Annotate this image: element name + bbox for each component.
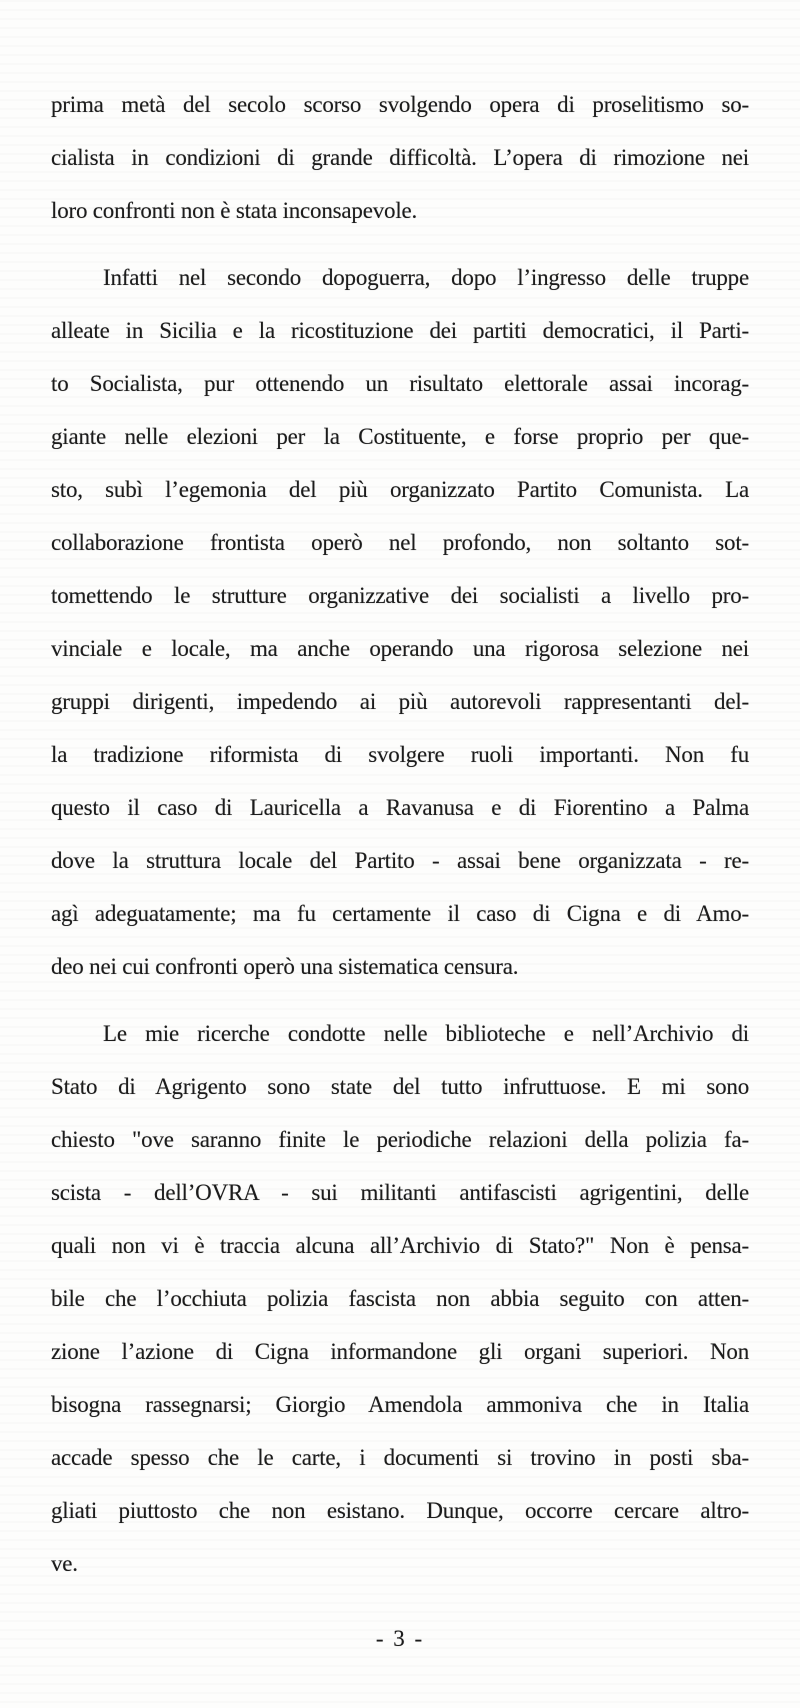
text-line: bisogna rassegnarsi; Giorgio Amendola ammoniva che in Italia bbox=[51, 1392, 749, 1417]
text-line: dove la struttura locale del Partito - assai bene organizzata - re- bbox=[51, 848, 749, 873]
text-line: zione l’azione di Cigna informandone gli organi superiori. Non bbox=[51, 1339, 749, 1364]
text-line: alleate in Sicilia e la ricostituzione dei partiti democratici, il Parti- bbox=[51, 318, 749, 343]
page-footer bbox=[51, 1612, 749, 1665]
text-line: tomettendo le strutture organizzative dei socialisti a livello pro- bbox=[51, 583, 749, 608]
text-line: bile che l’occhiuta polizia fascista non abbia seguito con atten- bbox=[51, 1286, 749, 1311]
text-line: cialista in condizioni di grande difficoltà. L’opera di rimozione nei bbox=[51, 145, 749, 170]
text-line: prima metà del secolo scorso svolgendo opera di proselitismo so- bbox=[51, 92, 749, 117]
text-line: quali non vi è traccia alcuna all’Archivio di Stato?" Non è pensa- bbox=[51, 1233, 749, 1258]
text-line: vinciale e locale, ma anche operando una rigorosa selezione nei bbox=[51, 636, 749, 661]
paragraph bbox=[51, 78, 749, 237]
text-line: agì adeguatamente; ma fu certamente il caso di Cigna e di Amo- bbox=[51, 901, 749, 926]
page-body-text bbox=[51, 78, 749, 1590]
text-line: deo nei cui confronti operò una sistematica censura. bbox=[51, 954, 519, 979]
text-line: ve. bbox=[51, 1551, 78, 1576]
text-line: gruppi dirigenti, impedendo ai più autorevoli rappresentanti del- bbox=[51, 689, 749, 714]
text-line: chiesto "ove saranno finite le periodiche relazioni della polizia fa- bbox=[51, 1127, 749, 1152]
text-line: sto, subì l’egemonia del più organizzato Partito Comunista. La bbox=[51, 477, 749, 502]
text-line: Infatti nel secondo dopoguerra, dopo l’ingresso delle truppe bbox=[103, 265, 749, 290]
text-line: loro confronti non è stata inconsapevole. bbox=[51, 198, 418, 223]
text-line: Le mie ricerche condotte nelle biblioteche e nell’Archivio di bbox=[103, 1021, 749, 1046]
text-line: giante nelle elezioni per la Costituente, e forse proprio per que- bbox=[51, 424, 749, 449]
paragraph bbox=[51, 251, 749, 993]
text-line: accade spesso che le carte, i documenti si trovino in posti sba- bbox=[51, 1445, 749, 1470]
text-line: scista - dell’OVRA - sui militanti antifascisti agrigentini, delle bbox=[51, 1180, 749, 1205]
text-line: to Socialista, pur ottenendo un risultato elettorale assai incorag- bbox=[51, 371, 749, 396]
text-line: questo il caso di Lauricella a Ravanusa e di Fiorentino a Palma bbox=[51, 795, 749, 820]
text-line: Stato di Agrigento sono state del tutto infruttuose. E mi sono bbox=[51, 1074, 749, 1099]
page-number: - 3 - bbox=[375, 1626, 425, 1651]
text-line: gliati piuttosto che non esistano. Dunque, occorre cercare altro- bbox=[51, 1498, 749, 1523]
text-line: collaborazione frontista operò nel profondo, non soltanto sot- bbox=[51, 530, 749, 555]
text-line: la tradizione riformista di svolgere ruoli importanti. Non fu bbox=[51, 742, 749, 767]
paragraph bbox=[51, 1007, 749, 1590]
